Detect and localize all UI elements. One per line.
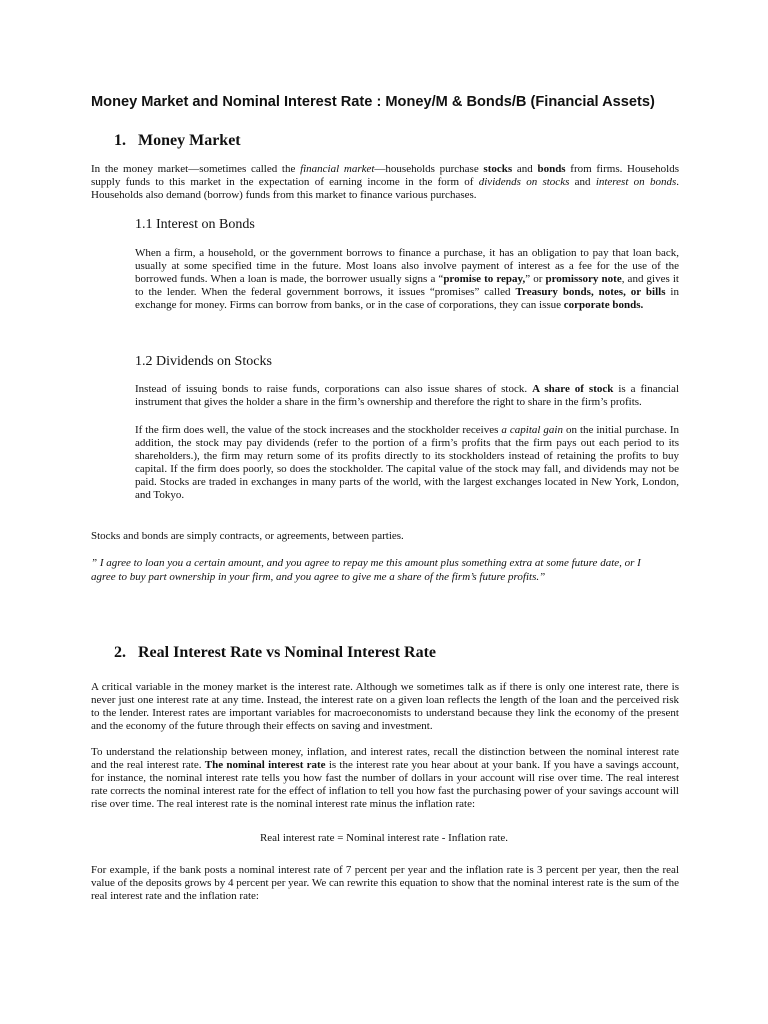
section-2-number: 2. bbox=[114, 644, 126, 661]
dividends-text: Instead of issuing bonds to raise funds, corporations can also issue shares of stock. bbox=[135, 383, 533, 395]
dividends-text: a capital gain bbox=[501, 424, 563, 436]
dividends-text: If the firm does well, the value of the stock increases and the stockholder receives bbox=[135, 424, 502, 436]
nominal-text: is the interest rate you hear about at your bank. If you have a savings account, for instance, the nominal interest rate tells you how fast the number of dollars in your account will rise over time. The real interest rate corrects the nominal interest rate for the effect of inflation to tell you how fast the purchasing power of your savings account will rise over time. The real interest rate is the nominal interest rate minus the inflation rate: bbox=[91, 759, 679, 810]
example-paragraph: For example, if the bank posts a nominal interest rate of 7 percent per year and the inflation rate is 3 percent per year, then the real value of the deposits grows by 4 percent per year. We can rewrite this equation to show that the nominal interest rate is the sum of the real interest rate and the inflation rate: bbox=[91, 864, 679, 902]
page-title: Money Market and Nominal Interest Rate : Money/M & Bonds/B (Financial Assets) bbox=[91, 94, 655, 110]
bonds-text: corporate bonds. bbox=[563, 299, 644, 311]
intro-text: financial market bbox=[300, 163, 375, 175]
bonds-text: ” or bbox=[525, 273, 546, 285]
subsection-1-1-heading: 1.1 Interest on Bonds bbox=[135, 217, 255, 232]
nominal-vs-real-paragraph bbox=[91, 746, 679, 811]
intro-text: —households purchase bbox=[374, 163, 484, 175]
dividends-paragraph-1 bbox=[135, 383, 679, 409]
subsection-1-2-heading: 1.2 Dividends on Stocks bbox=[135, 354, 272, 369]
intro-text: stocks bbox=[483, 163, 513, 175]
bonds-text: in exchange for money. Firms can borrow from banks, or in the case of corporations, they can issue bbox=[135, 286, 679, 311]
dividends-text: is a financial instrument that gives the holder a share in the firm’s ownership and therefore the right to share in the firm’s profits. bbox=[135, 383, 679, 408]
intro-text: from firms. Households supply funds to this market in the expectation of earning income in the form of bbox=[91, 163, 679, 188]
intro-text: In the money market—sometimes called the bbox=[91, 163, 301, 175]
dividends-paragraph-2 bbox=[135, 424, 679, 502]
bonds-text: , and gives it to the lender. When the federal government borrows, it issues “promises” called bbox=[135, 273, 679, 298]
nominal-text: To understand the relationship between money, inflation, and interest rates, recall the distinction between the nominal interest rate and the real interest rate. bbox=[91, 746, 679, 771]
intro-text: interest on bonds bbox=[595, 176, 677, 188]
section-1-number: 1. bbox=[114, 132, 126, 149]
bonds-text: promissory note bbox=[545, 273, 622, 285]
contracts-sentence: Stocks and bonds are simply contracts, or agreements, between parties. bbox=[91, 530, 404, 542]
bonds-text: When a firm, a household, or the government borrows to finance a purchase, it has an obligation to pay that loan back, usually at some specified time in the future. Most loans also involve payment of interest as a fee for the use of the borrowed funds. When a loan is made, the borrower usually signs a “ bbox=[135, 247, 679, 285]
real-interest-formula: Real interest rate = Nominal interest rate - Inflation rate. bbox=[259, 832, 509, 844]
section-2-title: Real Interest Rate vs Nominal Interest Rate bbox=[138, 644, 437, 661]
money-market-intro bbox=[91, 163, 679, 202]
section-2-heading bbox=[114, 643, 436, 663]
intro-text: bonds bbox=[537, 163, 566, 175]
dividends-text: A share of stock bbox=[532, 383, 614, 395]
intro-text: . Households also demand (borrow) funds from this market to finance various purchases. bbox=[91, 176, 679, 201]
bonds-text: promise to repay, bbox=[443, 273, 526, 285]
bonds-text: Treasury bonds, notes, or bills bbox=[515, 286, 666, 298]
section-1-title: Money Market bbox=[138, 132, 241, 149]
intro-text: and bbox=[569, 176, 596, 188]
agreement-quote: ” I agree to loan you a certain amount, and you agree to repay me this amount plus something extra at some future date, or I agree to buy part ownership in your firm, and you agree to give me a share of the firm’s future profits.” bbox=[91, 557, 641, 583]
nominal-text: The nominal interest rate bbox=[204, 759, 326, 771]
intro-text: dividends on stocks bbox=[478, 176, 570, 188]
section-1-heading bbox=[114, 131, 241, 151]
interest-on-bonds-paragraph bbox=[135, 247, 679, 312]
interest-rate-paragraph: A critical variable in the money market is the interest rate. Although we sometimes talk as if there is only one interest rate, there is never just one interest rate at any time. Instead, the interest rate on a given loan reflects the length of the loan and the perceived risk to the lender. Interest rates are important variables for macroeconomists to understand because they link the economy of the present and the economy of the future through their effects on saving and investment. bbox=[91, 681, 679, 732]
intro-text: and bbox=[512, 163, 538, 175]
dividends-text: on the initial purchase. In addition, the stock may pay dividends (refer to the portion of a firm’s profits that the firm pays out each period to its shareholders.), the firm may return some of its profits directly to its stockholders instead of retaining the profits to buy capital. If the firm does poorly, so does the stockholder. The capital value of the stock may fall, and dividends may not be paid. Stocks are traded in exchanges in many parts of the world, with the largest exchanges located in New York, London, and Tokyo. bbox=[135, 424, 679, 501]
